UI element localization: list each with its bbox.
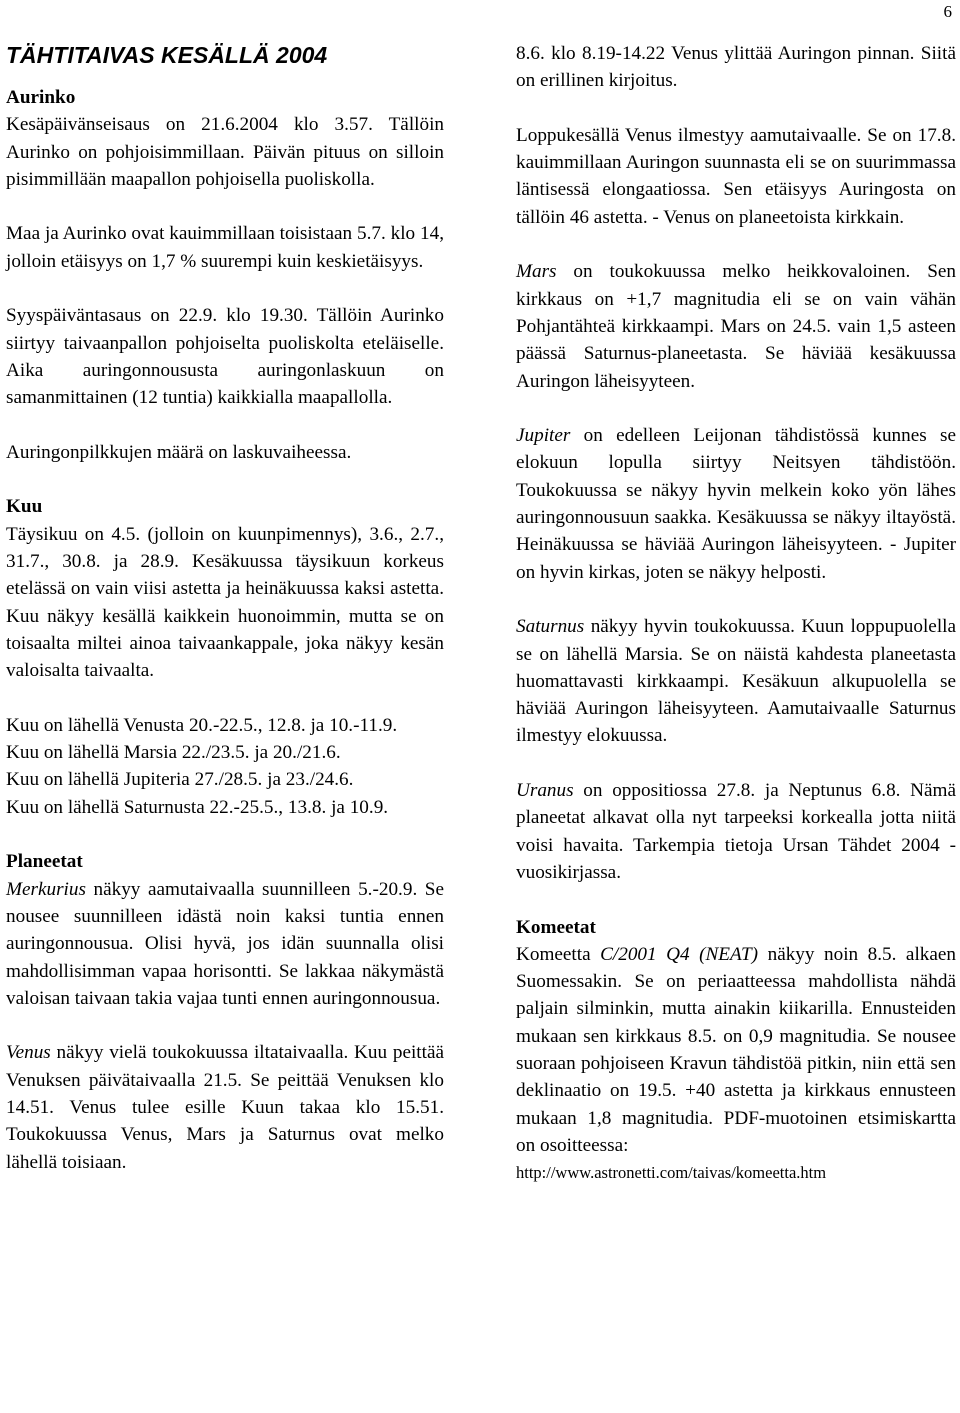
right-column: [516, 40, 956, 1186]
page-number: 6: [943, 2, 952, 21]
paragraph-mars: [516, 258, 956, 394]
paragraph-text: Komeetta: [516, 943, 601, 965]
planet-name: Mars: [516, 261, 557, 283]
section-heading-aurinko: Aurinko: [6, 87, 76, 108]
paragraph: Kesäpäivänseisaus on 21.6.2004 klo 3.57. Tällöin Aurinko on pohjoisimmillaan. Päivän pituus on silloin pisimmillään maapallon pohjoisella puoliskolla.: [6, 114, 444, 190]
comet-name: C/2001 Q4 (NEAT): [600, 943, 759, 965]
section-heading-komeetat: Komeetat: [516, 916, 596, 938]
paragraph-merkurius: [6, 876, 444, 1012]
moon-conjunction-mars: Kuu on lähellä Marsia 22./23.5. ja 20./21.6.: [6, 742, 341, 764]
moon-conjunction-jupiter: Kuu on lähellä Jupiteria 27./28.5. ja 23./24.6.: [6, 769, 354, 791]
planet-name: Merkurius: [6, 878, 86, 900]
paragraph-text: on toukokuussa melko heikkovaloinen. Sen kirkkaus on +1,7 magnitudia eli se on vain vähän Pohjantähteä kirkkaampi. Mars on 24.5. vain 1,5 asteen päässä Saturnus-planeetasta. Se häviää kesäkuussa Auringon läheisyyteen.: [516, 261, 956, 392]
moon-conjunction-venus: Kuu on lähellä Venusta 20.-22.5., 12.8. ja 10.-11.9.: [6, 714, 398, 736]
paragraph-venus: [6, 1039, 444, 1175]
planet-name: Jupiter: [516, 425, 571, 447]
paragraph: Maa ja Aurinko ovat kauimmillaan toisistaan 5.7. klo 14, jolloin etäisyys on 1,7 % suurempi kuin keskietäisyys.: [6, 223, 444, 272]
paragraph: Loppukesällä Venus ilmestyy aamutaivaalle. Se on 17.8. kauimmillaan Auringon suunnasta eli se on suurimmassa läntisessä elongaatiossa. Sen etäisyys Auringosta on tällöin 46 astetta. - Venus on planeetoista kirkkain.: [516, 124, 956, 228]
paragraph: 8.6. klo 8.19-14.22 Venus ylittää Auringon pinnan. Siitä on erillinen kirjoitus.: [516, 43, 956, 92]
moon-conjunction-saturn: Kuu on lähellä Saturnusta 22.-25.5., 13.8. ja 10.9.: [6, 796, 389, 818]
paragraph-saturnus: [516, 613, 956, 749]
paragraph-text: näkyy hyvin toukokuussa. Kuun loppupuolella se on lähellä Marsia. Se on näistä kahdesta planeetasta huomattavasti kirkkaampi. Kesäkuun alkupuolella se häviää Auringon läheisyyteen. Aamutaivaalle Saturnus ilmestyy elokuussa.: [516, 616, 956, 747]
paragraph-komeetat: [516, 941, 956, 1159]
comet-map-link[interactable]: http://www.astronetti.com/taivas/komeetta.htm: [516, 1163, 827, 1183]
paragraph-text: näkyy vielä toukokuussa iltataivaalla. Kuu peittää Venuksen päivätaivaalla 21.5. Se peittää Venuksen klo 14.51. Venus tulee esille Kuun takaa klo 15.51. Toukokuussa Venus, Mars ja Saturnus ovat melko lähellä toisiaan.: [6, 1042, 444, 1173]
paragraph-uranus: [516, 777, 956, 886]
paragraph: Auringonpilkkujen määrä on laskuvaiheessa.: [6, 441, 352, 463]
paragraph-jupiter: [516, 422, 956, 586]
document-title: TÄHTITAIVAS KESÄLLÄ 2004: [6, 42, 328, 68]
paragraph: Täysikuu on 4.5. (jolloin on kuunpimennys), 3.6., 2.7., 31.7., 30.8. ja 28.9. Kesäkuussa täysikuun korkeus etelässä on vain viisi astetta ja heinäkuussa kaksi astetta. Kuu näkyy kesällä kaikkein huonoimmin, mutta se on toisaalta miltei ainoa taivaankappale, joka näkyy kesän valoisalta taivaalta.: [6, 523, 444, 682]
paragraph-text: näkyy aamutaivaalla suunnilleen 5.-20.9. Se nousee suunnilleen idästä noin kaksi tuntia ennen auringonnousua. Olisi hyvä, jos idän suunnalla olisi mahdollisimman vapaa horisontti. Se lakkaa näkymästä valoisan taivaan takia vajaa tunti ennen auringonnousua.: [6, 878, 444, 1009]
planet-name: Uranus: [516, 780, 574, 802]
planet-name: Venus: [6, 1042, 51, 1064]
paragraph-text: on oppositiossa 27.8. ja Neptunus 6.8. Nämä planeetat alkavat olla nyt tarpeeksi korkealla jotta niitä voisi havaita. Tarkempia tietoja Ursan Tähdet 2004 -vuosikirjassa.: [516, 780, 956, 883]
section-heading-planeetat: Planeetat: [6, 851, 83, 873]
planet-name: Saturnus: [516, 616, 585, 638]
paragraph-text: näkyy noin 8.5. alkaen Suomessakin. Se on periaatteessa mahdollista nähdä paljain silminkin, mutta ainakin kiikarilla. Ennusteiden mukaan sen kirkkaus 8.5. on 0,9 magnitudia. Se nousee suoraan pohjoiseen Kravun tähdistöä pitkin, niin että sen deklinaatio on 19.5. +40 astetta ja kirkkaus ennusteen mukaan 1,8 magnitudia. PDF-muotoinen etsimiskartta on osoitteessa:: [516, 943, 956, 1156]
section-heading-kuu: Kuu: [6, 496, 43, 518]
paragraph: Syyspäiväntasaus on 22.9. klo 19.30. Tällöin Aurinko siirtyy taivaanpallon pohjoiselta puoliskolta eteläiselle. Aika auringonnoususta auringonlaskuun on samanmittainen (12 tuntia) kaikkialla maapallolla.: [6, 305, 444, 409]
left-column: [6, 40, 444, 1176]
paragraph-text: on edelleen Leijonan tähdistössä kunnes se elokuun lopulla siirtyy Neitsyen tähdistöön. Toukokuussa se näkyy hyvin melkein koko yön lähes auringonnousuun saakka. Kesäkuussa se näkyy iltayöstä. Heinäkuussa se häviää Auringon läheisyyteen. - Jupiter on hyvin kirkas, joten se näkyy helposti.: [516, 425, 956, 583]
